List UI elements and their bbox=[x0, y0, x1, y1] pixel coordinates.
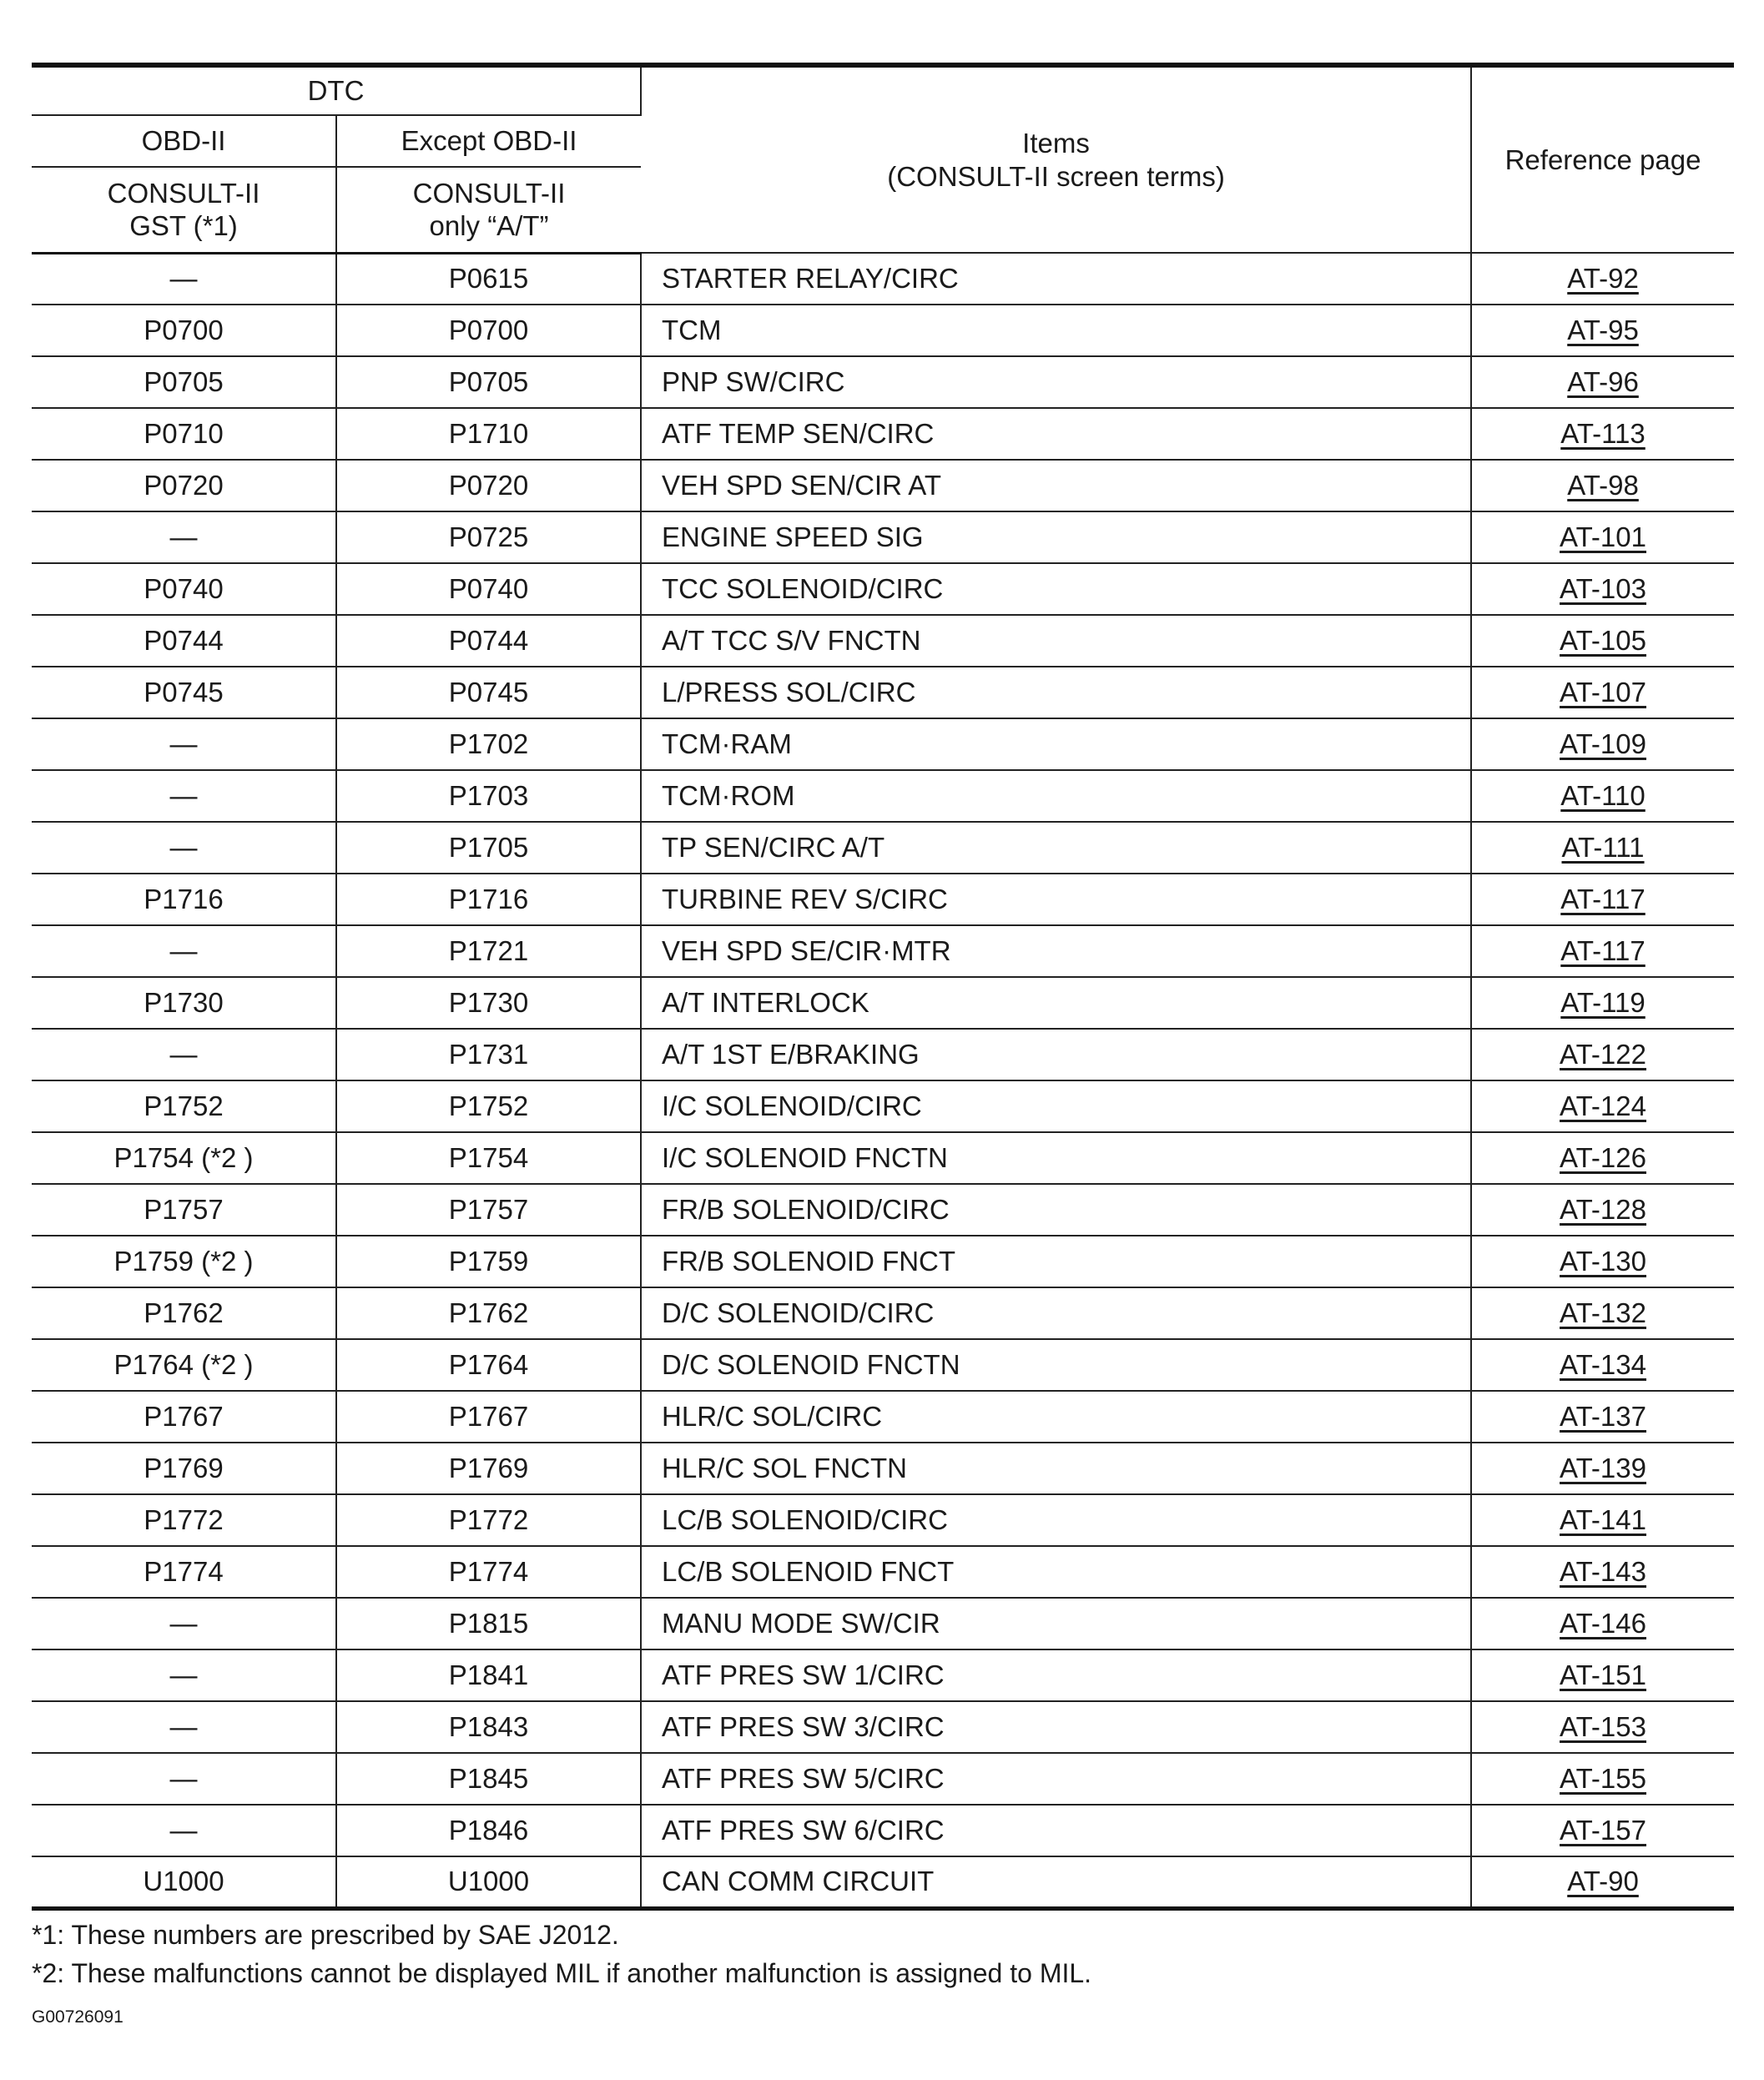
reference-page-link[interactable]: AT-110 bbox=[1560, 780, 1646, 812]
dtc-obd-cell: P1716 bbox=[32, 874, 336, 925]
item-name-cell: ATF PRES SW 1/CIRC bbox=[641, 1649, 1471, 1701]
table-row bbox=[32, 1649, 1734, 1701]
item-name-cell: FR/B SOLENOID/CIRC bbox=[641, 1184, 1471, 1236]
dtc-except-obd-cell: P1710 bbox=[336, 408, 641, 460]
dtc-obd-cell: P0744 bbox=[32, 615, 336, 667]
dtc-except-obd-cell: P0615 bbox=[336, 253, 641, 305]
reference-cell bbox=[1471, 615, 1734, 667]
dtc-except-obd-cell: P0744 bbox=[336, 615, 641, 667]
dtc-obd-cell: P1730 bbox=[32, 977, 336, 1029]
reference-cell bbox=[1471, 1856, 1734, 1908]
dtc-document bbox=[32, 63, 1734, 2027]
reference-page-link[interactable]: AT-137 bbox=[1560, 1401, 1646, 1433]
dtc-except-obd-cell: P1846 bbox=[336, 1805, 641, 1856]
item-name-cell: VEH SPD SE/CIR·MTR bbox=[641, 925, 1471, 977]
header-dtc: DTC bbox=[32, 65, 641, 115]
table-row bbox=[32, 1753, 1734, 1805]
item-name-cell: LC/B SOLENOID/CIRC bbox=[641, 1494, 1471, 1546]
reference-cell bbox=[1471, 511, 1734, 563]
table-row bbox=[32, 1132, 1734, 1184]
dtc-except-obd-cell: P1767 bbox=[336, 1391, 641, 1443]
item-name-cell: ATF PRES SW 5/CIRC bbox=[641, 1753, 1471, 1805]
reference-page-link[interactable]: AT-103 bbox=[1560, 573, 1646, 605]
reference-cell bbox=[1471, 1080, 1734, 1132]
table-row bbox=[32, 1598, 1734, 1649]
reference-page-link[interactable]: AT-95 bbox=[1567, 315, 1639, 346]
item-name-cell: STARTER RELAY/CIRC bbox=[641, 253, 1471, 305]
reference-cell bbox=[1471, 1494, 1734, 1546]
item-name-cell: ENGINE SPEED SIG bbox=[641, 511, 1471, 563]
reference-cell bbox=[1471, 1184, 1734, 1236]
reference-page-link[interactable]: AT-143 bbox=[1560, 1556, 1646, 1588]
header-consult-gst-line2: GST (*1) bbox=[129, 210, 238, 242]
dtc-except-obd-cell: P1762 bbox=[336, 1287, 641, 1339]
table-header bbox=[32, 65, 1734, 253]
table-row bbox=[32, 1856, 1734, 1908]
item-name-cell: A/T INTERLOCK bbox=[641, 977, 1471, 1029]
table-row bbox=[32, 305, 1734, 356]
header-reference-page: Reference page bbox=[1471, 65, 1734, 253]
item-name-cell: TP SEN/CIRC A/T bbox=[641, 822, 1471, 874]
dtc-obd-cell: P0720 bbox=[32, 460, 336, 511]
dtc-except-obd-cell: P1759 bbox=[336, 1236, 641, 1287]
reference-page-link[interactable]: AT-90 bbox=[1567, 1866, 1639, 1897]
reference-cell bbox=[1471, 460, 1734, 511]
dtc-except-obd-cell: P1815 bbox=[336, 1598, 641, 1649]
reference-page-link[interactable]: AT-113 bbox=[1560, 418, 1646, 450]
reference-page-link[interactable]: AT-107 bbox=[1560, 677, 1646, 708]
reference-page-link[interactable]: AT-92 bbox=[1567, 263, 1639, 295]
table-row bbox=[32, 460, 1734, 511]
item-name-cell: I/C SOLENOID/CIRC bbox=[641, 1080, 1471, 1132]
table-row bbox=[32, 667, 1734, 718]
dtc-obd-cell: P0710 bbox=[32, 408, 336, 460]
reference-page-link[interactable]: AT-132 bbox=[1560, 1297, 1646, 1329]
table-row bbox=[32, 874, 1734, 925]
reference-cell bbox=[1471, 718, 1734, 770]
dtc-obd-cell: — bbox=[32, 1805, 336, 1856]
reference-cell bbox=[1471, 1753, 1734, 1805]
table-row bbox=[32, 1029, 1734, 1080]
figure-code: G00726091 bbox=[32, 2007, 123, 2027]
table-row bbox=[32, 1184, 1734, 1236]
dtc-except-obd-cell: P1703 bbox=[336, 770, 641, 822]
dtc-obd-cell: P1759 (*2 ) bbox=[32, 1236, 336, 1287]
reference-page-link[interactable]: AT-96 bbox=[1567, 366, 1639, 398]
footnotes bbox=[32, 1916, 1734, 1992]
item-name-cell: ATF PRES SW 6/CIRC bbox=[641, 1805, 1471, 1856]
dtc-obd-cell: P1757 bbox=[32, 1184, 336, 1236]
dtc-obd-cell: P1762 bbox=[32, 1287, 336, 1339]
dtc-obd-cell: P1774 bbox=[32, 1546, 336, 1598]
dtc-obd-cell: — bbox=[32, 770, 336, 822]
reference-cell bbox=[1471, 1443, 1734, 1494]
dtc-except-obd-cell: P1845 bbox=[336, 1753, 641, 1805]
table-row bbox=[32, 511, 1734, 563]
reference-page-link[interactable]: AT-128 bbox=[1560, 1194, 1646, 1226]
dtc-obd-cell: — bbox=[32, 718, 336, 770]
reference-page-link[interactable]: AT-153 bbox=[1560, 1711, 1646, 1743]
reference-cell bbox=[1471, 667, 1734, 718]
item-name-cell: TURBINE REV S/CIRC bbox=[641, 874, 1471, 925]
table-body bbox=[32, 253, 1734, 1908]
reference-cell bbox=[1471, 1649, 1734, 1701]
item-name-cell: LC/B SOLENOID FNCT bbox=[641, 1546, 1471, 1598]
table-row bbox=[32, 1805, 1734, 1856]
dtc-obd-cell: — bbox=[32, 1029, 336, 1080]
reference-cell bbox=[1471, 1391, 1734, 1443]
table-row bbox=[32, 1494, 1734, 1546]
reference-cell bbox=[1471, 1805, 1734, 1856]
table-row bbox=[32, 925, 1734, 977]
reference-cell bbox=[1471, 1546, 1734, 1598]
reference-cell bbox=[1471, 977, 1734, 1029]
dtc-obd-cell: P1769 bbox=[32, 1443, 336, 1494]
table-row bbox=[32, 1339, 1734, 1391]
dtc-except-obd-cell: P1705 bbox=[336, 822, 641, 874]
reference-cell bbox=[1471, 305, 1734, 356]
reference-cell bbox=[1471, 253, 1734, 305]
dtc-except-obd-cell: P1843 bbox=[336, 1701, 641, 1753]
header-consult-at-line1: CONSULT-II bbox=[412, 177, 566, 209]
dtc-table bbox=[32, 63, 1734, 1911]
dtc-except-obd-cell: P1702 bbox=[336, 718, 641, 770]
header-except-obd-ii: Except OBD-II bbox=[336, 115, 641, 167]
reference-page-link[interactable]: AT-126 bbox=[1560, 1142, 1646, 1174]
item-name-cell: D/C SOLENOID FNCTN bbox=[641, 1339, 1471, 1391]
reference-page-link[interactable]: AT-111 bbox=[1561, 832, 1645, 864]
reference-cell bbox=[1471, 770, 1734, 822]
header-obd-ii: OBD-II bbox=[32, 115, 336, 167]
item-name-cell: ATF TEMP SEN/CIRC bbox=[641, 408, 1471, 460]
dtc-except-obd-cell: P1721 bbox=[336, 925, 641, 977]
dtc-except-obd-cell: P1731 bbox=[336, 1029, 641, 1080]
header-consult-gst-line1: CONSULT-II bbox=[107, 177, 260, 209]
item-name-cell: I/C SOLENOID FNCTN bbox=[641, 1132, 1471, 1184]
item-name-cell: D/C SOLENOID/CIRC bbox=[641, 1287, 1471, 1339]
item-name-cell: A/T 1ST E/BRAKING bbox=[641, 1029, 1471, 1080]
dtc-obd-cell: P1752 bbox=[32, 1080, 336, 1132]
item-name-cell: PNP SW/CIRC bbox=[641, 356, 1471, 408]
dtc-obd-cell: — bbox=[32, 1753, 336, 1805]
table-row bbox=[32, 563, 1734, 615]
header-items-line1: Items bbox=[1022, 127, 1090, 159]
dtc-obd-cell: P0700 bbox=[32, 305, 336, 356]
dtc-obd-cell: — bbox=[32, 511, 336, 563]
reference-page-link[interactable]: AT-146 bbox=[1560, 1608, 1646, 1639]
reference-page-link[interactable]: AT-98 bbox=[1567, 470, 1639, 501]
table-row bbox=[32, 253, 1734, 305]
reference-page-link[interactable]: AT-119 bbox=[1560, 987, 1646, 1019]
table-row bbox=[32, 615, 1734, 667]
table-row bbox=[32, 1236, 1734, 1287]
dtc-except-obd-cell: P0700 bbox=[336, 305, 641, 356]
dtc-obd-cell: — bbox=[32, 822, 336, 874]
dtc-except-obd-cell: U1000 bbox=[336, 1856, 641, 1908]
reference-cell bbox=[1471, 1701, 1734, 1753]
dtc-obd-cell: — bbox=[32, 1649, 336, 1701]
dtc-except-obd-cell: P1716 bbox=[336, 874, 641, 925]
reference-page-link[interactable]: AT-141 bbox=[1560, 1504, 1646, 1536]
dtc-except-obd-cell: P1774 bbox=[336, 1546, 641, 1598]
dtc-except-obd-cell: P0745 bbox=[336, 667, 641, 718]
dtc-except-obd-cell: P1730 bbox=[336, 977, 641, 1029]
dtc-obd-cell: P1764 (*2 ) bbox=[32, 1339, 336, 1391]
dtc-except-obd-cell: P0725 bbox=[336, 511, 641, 563]
item-name-cell: CAN COMM CIRCUIT bbox=[641, 1856, 1471, 1908]
item-name-cell: TCM·ROM bbox=[641, 770, 1471, 822]
table-row bbox=[32, 1080, 1734, 1132]
dtc-except-obd-cell: P1752 bbox=[336, 1080, 641, 1132]
reference-page-link[interactable]: AT-124 bbox=[1560, 1090, 1646, 1122]
dtc-obd-cell: — bbox=[32, 1598, 336, 1649]
dtc-obd-cell: P1754 (*2 ) bbox=[32, 1132, 336, 1184]
dtc-obd-cell: P0745 bbox=[32, 667, 336, 718]
dtc-except-obd-cell: P1757 bbox=[336, 1184, 641, 1236]
reference-page-link[interactable]: AT-134 bbox=[1560, 1349, 1646, 1381]
footnote-1: *1: These numbers are prescribed by SAE J2012. bbox=[32, 1919, 619, 1950]
dtc-obd-cell: P1767 bbox=[32, 1391, 336, 1443]
dtc-obd-cell: — bbox=[32, 925, 336, 977]
footnote-2: *2: These malfunctions cannot be displayed MIL if another malfunction is assigned to MIL. bbox=[32, 1957, 1092, 1988]
dtc-except-obd-cell: P0720 bbox=[336, 460, 641, 511]
reference-cell bbox=[1471, 1029, 1734, 1080]
table-row bbox=[32, 1391, 1734, 1443]
dtc-obd-cell: P0740 bbox=[32, 563, 336, 615]
dtc-except-obd-cell: P1764 bbox=[336, 1339, 641, 1391]
item-name-cell: A/T TCC S/V FNCTN bbox=[641, 615, 1471, 667]
table-row bbox=[32, 1443, 1734, 1494]
item-name-cell: ATF PRES SW 3/CIRC bbox=[641, 1701, 1471, 1753]
reference-cell bbox=[1471, 822, 1734, 874]
reference-page-link[interactable]: AT-105 bbox=[1560, 625, 1646, 657]
reference-cell bbox=[1471, 1339, 1734, 1391]
item-name-cell: HLR/C SOL/CIRC bbox=[641, 1391, 1471, 1443]
table-row bbox=[32, 822, 1734, 874]
item-name-cell: TCM·RAM bbox=[641, 718, 1471, 770]
header-consult-at-line2: only “A/T” bbox=[429, 210, 549, 242]
item-name-cell: VEH SPD SEN/CIR AT bbox=[641, 460, 1471, 511]
reference-cell bbox=[1471, 925, 1734, 977]
item-name-cell: MANU MODE SW/CIR bbox=[641, 1598, 1471, 1649]
dtc-obd-cell: — bbox=[32, 253, 336, 305]
dtc-except-obd-cell: P1769 bbox=[336, 1443, 641, 1494]
reference-cell bbox=[1471, 1287, 1734, 1339]
dtc-except-obd-cell: P0705 bbox=[336, 356, 641, 408]
table-row bbox=[32, 408, 1734, 460]
reference-page-link[interactable]: AT-109 bbox=[1560, 728, 1646, 760]
header-consult-at bbox=[336, 167, 641, 253]
dtc-obd-cell: P1772 bbox=[32, 1494, 336, 1546]
reference-cell bbox=[1471, 1236, 1734, 1287]
reference-cell bbox=[1471, 408, 1734, 460]
dtc-except-obd-cell: P0740 bbox=[336, 563, 641, 615]
reference-cell bbox=[1471, 356, 1734, 408]
table-row bbox=[32, 977, 1734, 1029]
dtc-obd-cell: U1000 bbox=[32, 1856, 336, 1908]
header-consult-gst bbox=[32, 167, 336, 253]
dtc-obd-cell: — bbox=[32, 1701, 336, 1753]
dtc-except-obd-cell: P1754 bbox=[336, 1132, 641, 1184]
dtc-except-obd-cell: P1772 bbox=[336, 1494, 641, 1546]
reference-cell bbox=[1471, 874, 1734, 925]
reference-page-link[interactable]: AT-139 bbox=[1560, 1453, 1646, 1484]
item-name-cell: HLR/C SOL FNCTN bbox=[641, 1443, 1471, 1494]
table-row bbox=[32, 356, 1734, 408]
header-items bbox=[641, 65, 1471, 253]
reference-page-link[interactable]: AT-122 bbox=[1560, 1039, 1646, 1070]
reference-page-link[interactable]: AT-157 bbox=[1560, 1815, 1646, 1846]
reference-page-link[interactable]: AT-101 bbox=[1560, 521, 1646, 553]
table-row bbox=[32, 718, 1734, 770]
item-name-cell: TCM bbox=[641, 305, 1471, 356]
header-items-line2: (CONSULT-II screen terms) bbox=[887, 160, 1225, 192]
item-name-cell: FR/B SOLENOID FNCT bbox=[641, 1236, 1471, 1287]
reference-page-link[interactable]: AT-117 bbox=[1560, 884, 1646, 915]
reference-cell bbox=[1471, 1598, 1734, 1649]
item-name-cell: TCC SOLENOID/CIRC bbox=[641, 563, 1471, 615]
reference-page-link[interactable]: AT-117 bbox=[1560, 935, 1646, 967]
reference-page-link[interactable]: AT-151 bbox=[1560, 1659, 1646, 1691]
reference-cell bbox=[1471, 563, 1734, 615]
table-row bbox=[32, 1546, 1734, 1598]
dtc-obd-cell: P0705 bbox=[32, 356, 336, 408]
reference-page-link[interactable]: AT-155 bbox=[1560, 1763, 1646, 1795]
item-name-cell: L/PRESS SOL/CIRC bbox=[641, 667, 1471, 718]
reference-cell bbox=[1471, 1132, 1734, 1184]
table-row bbox=[32, 770, 1734, 822]
table-row bbox=[32, 1287, 1734, 1339]
dtc-except-obd-cell: P1841 bbox=[336, 1649, 641, 1701]
table-row bbox=[32, 1701, 1734, 1753]
reference-page-link[interactable]: AT-130 bbox=[1560, 1246, 1646, 1277]
